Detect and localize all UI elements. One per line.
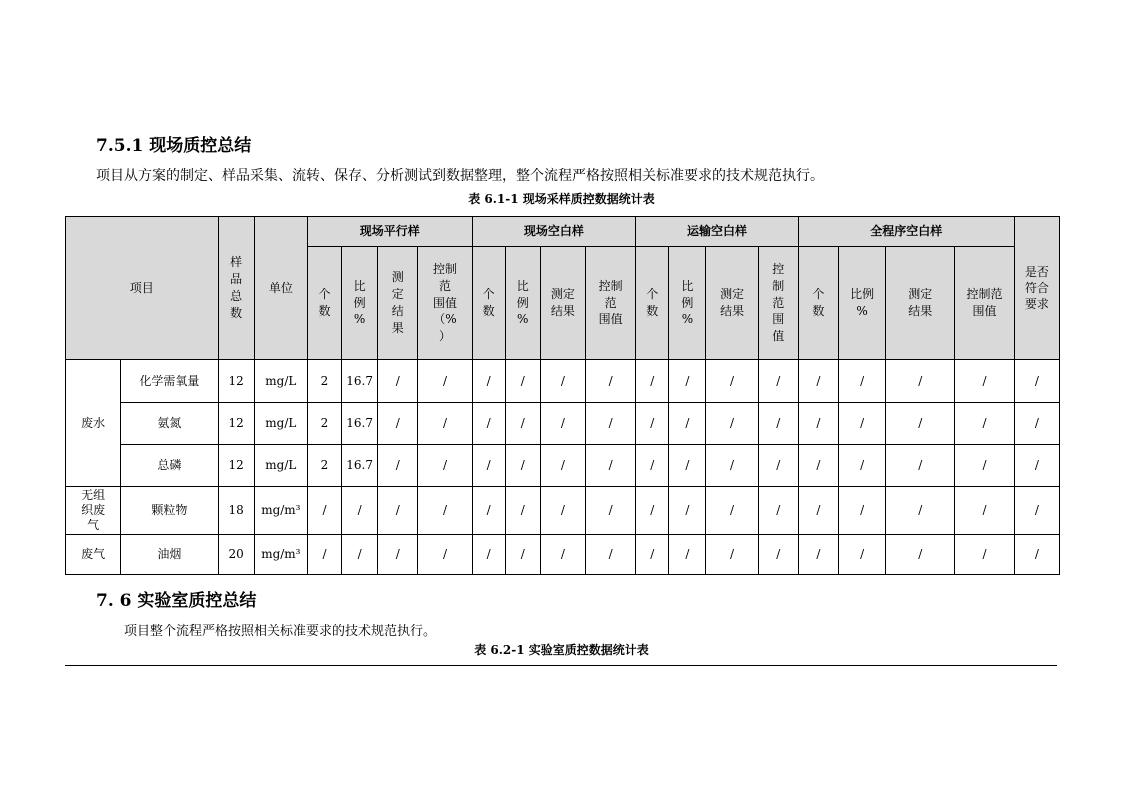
cell: 12 [218, 360, 254, 403]
cell: / [472, 403, 505, 445]
cell: / [758, 445, 798, 487]
table-caption-lab-qc: 表 6.2-1 实验室质控数据统计表 [474, 643, 649, 657]
table-caption-field-qc: 表 6.1-1 现场采样质控数据统计表 [468, 192, 655, 206]
cell: / [418, 487, 472, 535]
cell: / [1014, 487, 1059, 535]
cell: / [669, 487, 706, 535]
subheader-control-range: 控制 范 围值 [586, 247, 636, 360]
section-heading-lab-qc: 7. 6 实验室质控总结 [96, 591, 257, 611]
cell: 化学需氧量 [121, 360, 218, 403]
cell: / [342, 487, 378, 535]
cell: / [955, 445, 1014, 487]
subheader-ratio: 比例 % [839, 247, 886, 360]
cell: / [586, 487, 636, 535]
cell: / [378, 403, 418, 445]
cell: / [505, 487, 540, 535]
cell: / [798, 403, 838, 445]
cell: / [839, 403, 886, 445]
subheader-result: 测定 结果 [706, 247, 758, 360]
header-item: 项目 [66, 217, 219, 360]
cell: / [1014, 403, 1059, 445]
cell: / [1014, 445, 1059, 487]
cell: / [706, 487, 758, 535]
cell: / [472, 360, 505, 403]
cell: 2 [307, 403, 341, 445]
cell: 12 [218, 445, 254, 487]
cell: / [955, 403, 1014, 445]
cell: / [669, 360, 706, 403]
cell: / [418, 445, 472, 487]
cell: / [586, 360, 636, 403]
cell: / [378, 445, 418, 487]
cell: 总磷 [121, 445, 218, 487]
cell: / [758, 487, 798, 535]
cell: mg/L [254, 360, 307, 403]
cell: / [1014, 535, 1059, 575]
cell: / [636, 445, 669, 487]
cell: / [505, 445, 540, 487]
cell: / [636, 360, 669, 403]
field-qc-table [65, 216, 1060, 575]
cell: 氨氮 [121, 403, 218, 445]
cell: / [798, 360, 838, 403]
cell: / [706, 360, 758, 403]
subheader-ratio: 比 例 % [669, 247, 706, 360]
cell: / [706, 535, 758, 575]
table-row [66, 445, 1060, 487]
cell: / [955, 487, 1014, 535]
cell: / [758, 360, 798, 403]
subheader-control-range: 控 制 范 围 值 [758, 247, 798, 360]
cell: mg/m³ [254, 535, 307, 575]
cell: / [758, 403, 798, 445]
header-group-full-procedure-blank: 全程序空白样 [798, 217, 1014, 247]
cell: / [540, 487, 585, 535]
cell: mg/m³ [254, 487, 307, 535]
cell: / [418, 535, 472, 575]
cell: / [586, 445, 636, 487]
cell: / [886, 535, 955, 575]
cell: / [418, 360, 472, 403]
cell: 油烟 [121, 535, 218, 575]
section-heading-field-qc: 7.5.1 现场质控总结 [96, 136, 252, 156]
cell: mg/L [254, 403, 307, 445]
cell: / [378, 360, 418, 403]
cell: / [669, 445, 706, 487]
cell: / [378, 487, 418, 535]
cell: 18 [218, 487, 254, 535]
cell: / [505, 403, 540, 445]
subheader-count: 个 数 [636, 247, 669, 360]
cell: / [307, 535, 341, 575]
cell: / [472, 535, 505, 575]
subheader-control-range: 控制范 围值 [955, 247, 1014, 360]
cell: / [540, 403, 585, 445]
cell: / [706, 445, 758, 487]
cell: / [505, 360, 540, 403]
header-group-transport-blank: 运输空白样 [636, 217, 799, 247]
cell: / [798, 535, 838, 575]
cell: / [505, 535, 540, 575]
cell: / [540, 445, 585, 487]
header-group-field-blank: 现场空白样 [472, 217, 636, 247]
cell: / [798, 445, 838, 487]
table-row [66, 487, 1060, 535]
cell: / [636, 403, 669, 445]
header-unit: 单位 [254, 217, 307, 360]
cell: / [472, 487, 505, 535]
cell: / [886, 487, 955, 535]
subheader-count: 个 数 [472, 247, 505, 360]
subheader-control-range: 控制 范 围值 （% ） [418, 247, 472, 360]
cell: / [758, 535, 798, 575]
category-wastewater: 废水 [66, 360, 121, 487]
category-fugitive-emission: 无组 织废 气 [66, 487, 121, 535]
cell: 16.7 [342, 445, 378, 487]
cell: / [955, 360, 1014, 403]
table-row [66, 360, 1060, 403]
cell: / [378, 535, 418, 575]
cell: 颗粒物 [121, 487, 218, 535]
subheader-ratio: 比 例 % [505, 247, 540, 360]
cell: / [886, 403, 955, 445]
table-row [66, 403, 1060, 445]
cell: / [886, 445, 955, 487]
header-compliance: 是否 符合 要求 [1014, 217, 1059, 360]
cell: / [839, 445, 886, 487]
cell: / [307, 487, 341, 535]
cell: / [839, 487, 886, 535]
subheader-result: 测定 结果 [886, 247, 955, 360]
cell: / [706, 403, 758, 445]
cell: 2 [307, 360, 341, 403]
cell: / [342, 535, 378, 575]
horizontal-rule [65, 665, 1057, 666]
cell: / [798, 487, 838, 535]
cell: / [669, 535, 706, 575]
header-group-field-parallel: 现场平行样 [307, 217, 472, 247]
cell: / [1014, 360, 1059, 403]
cell: / [839, 360, 886, 403]
cell: 16.7 [342, 360, 378, 403]
cell: / [955, 535, 1014, 575]
header-sample-total: 样 品 总 数 [218, 217, 254, 360]
cell: / [636, 487, 669, 535]
subheader-result: 测 定 结 果 [378, 247, 418, 360]
cell: 16.7 [342, 403, 378, 445]
subheader-ratio: 比 例 % [342, 247, 378, 360]
cell: / [636, 535, 669, 575]
cell: 20 [218, 535, 254, 575]
cell: / [540, 360, 585, 403]
cell: / [586, 403, 636, 445]
subheader-count: 个 数 [307, 247, 341, 360]
cell: / [886, 360, 955, 403]
category-exhaust-gas: 废气 [66, 535, 121, 575]
cell: 12 [218, 403, 254, 445]
cell: mg/L [254, 445, 307, 487]
cell: / [669, 403, 706, 445]
section-paragraph-lab-qc: 项目整个流程严格按照相关标准要求的技术规范执行。 [124, 624, 437, 639]
table-row [66, 535, 1060, 575]
section-paragraph-field-qc: 项目从方案的制定、样品采集、流转、保存、分析测试到数据整理，整个流程严格按照相关标准要求的技术规范执行。 [96, 168, 824, 184]
cell: 2 [307, 445, 341, 487]
cell: / [472, 445, 505, 487]
cell: / [839, 535, 886, 575]
cell: / [418, 403, 472, 445]
cell: / [540, 535, 585, 575]
subheader-count: 个 数 [798, 247, 838, 360]
subheader-result: 测定 结果 [540, 247, 585, 360]
cell: / [586, 535, 636, 575]
